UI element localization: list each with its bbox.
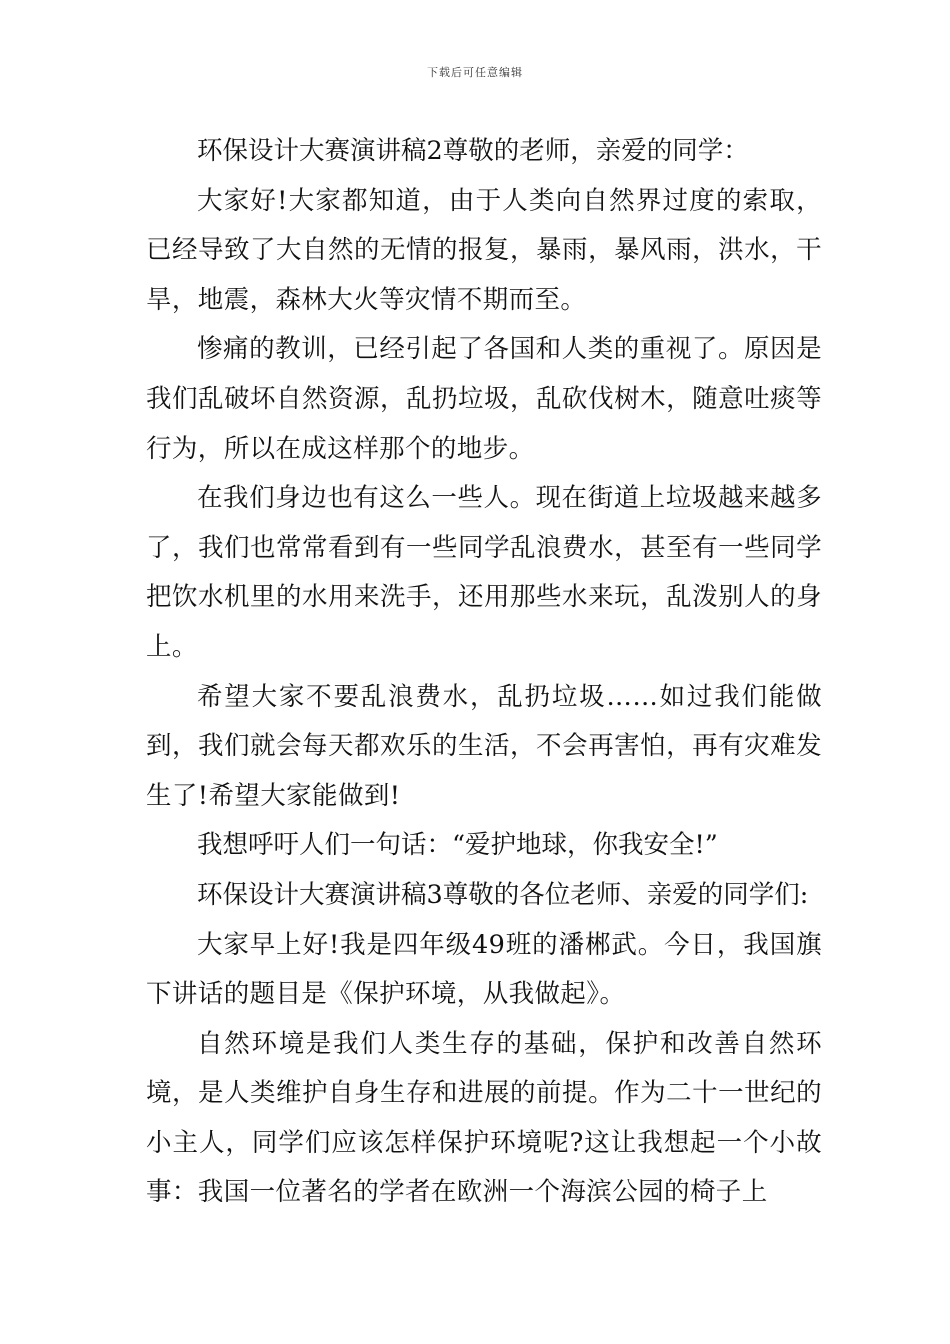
paragraph-4: 在我们身边也有这么一些人。现在街道上垃圾越来越多了，我们也常常看到有一些同学乱浪费水，甚至有一些同学把饮水机里的水用来洗手，还用那些水来玩，乱泼别人的身上。: [146, 483, 822, 662]
paragraph-7: 环保设计大赛演讲稿3尊敬的各位老师、亲爱的同学们:: [197, 879, 809, 910]
document-body: [146, 127, 822, 1218]
paragraph-3: 惨痛的教训，已经引起了各国和人类的重视了。原因是我们乱破坏自然资源，乱扔垃圾，乱砍伐树木，随意吐痰等行为，所以在成这样那个的地步。: [146, 334, 822, 464]
paragraph-8: 大家早上好!我是四年级49班的潘郴武。今日，我国旗下讲话的题目是《保护环境，从我做起》。: [146, 929, 822, 1010]
paragraph-2: 大家好!大家都知道，由于人类向自然界过度的索取，已经导致了大自然的无情的报复，暴雨，暴风雨，洪水，干旱，地震，森林大火等灾情不期而至。: [146, 185, 822, 315]
header-note: 下载后可任意编辑: [427, 66, 523, 79]
paragraph-5: 希望大家不要乱浪费水，乱扔垃圾……如过我们能做到，我们就会每天都欢乐的生活，不会再害怕，再有灾难发生了!希望大家能做到!: [146, 681, 822, 811]
paragraph-9: 自然环境是我们人类生存的基础，保护和改善自然环境，是人类维护自身生存和进展的前提。作为二十一世纪的小主人，同学们应该怎样保护环境呢?这让我想起一个小故事：我国一位著名的学者在欧洲一个海滨公园的椅子上: [146, 1028, 822, 1208]
paragraph-1: 环保设计大赛演讲稿2尊敬的老师，亲爱的同学：: [197, 136, 749, 166]
paragraph-6: 我想呼吁人们一句话：“爱护地球，你我安全!”: [197, 830, 718, 861]
